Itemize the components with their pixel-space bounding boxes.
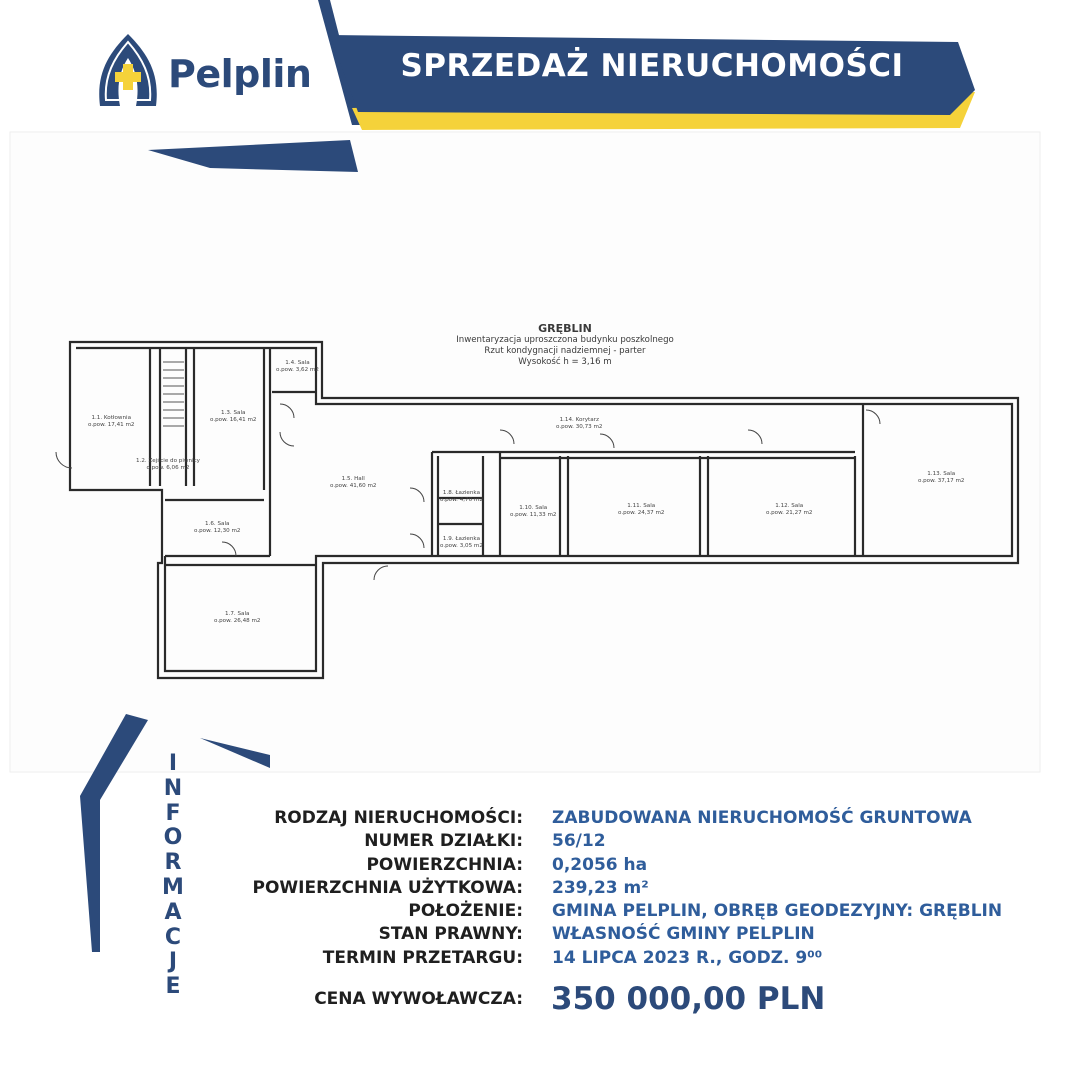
price-value: 350 000,00 PLN [551,981,826,1018]
floor-plan [40,300,1040,690]
heading-letter: N [163,775,183,801]
info-value: 56/12 [552,831,606,852]
info-value: WŁASNOŚĆ GMINY PELPLIN [552,924,815,945]
info-row [200,808,1060,831]
room-label: 1.12. Sala o.pow. 21,27 m2 [766,503,813,516]
wall-dividers-middle [432,404,863,556]
room-label: 1.4. Sala o.pow. 3,62 m2 [276,360,319,373]
door-arc [500,430,514,444]
church-cross-icon [99,34,157,106]
room-label: 1.14. Korytarz o.pow. 30,73 m2 [556,417,603,430]
door-arc [410,488,424,502]
info-row [200,878,1060,901]
info-value: 239,23 m² [552,877,649,898]
brand-name: Pelplin [168,52,312,96]
room-label: 1.13. Sala o.pow. 37,17 m2 [918,471,965,484]
info-label: POŁOŻENIE: [408,901,523,922]
plan-subtitle-2: Rzut kondygnacji nadziemnej - parter [484,346,646,356]
heading-letter: J [168,949,178,975]
heading-letter: F [165,800,181,826]
info-label: STAN PRAWNY: [378,924,523,945]
info-label: RODZAJ NIERUCHOMOŚCI: [274,808,523,828]
price-label: CENA WYWOŁAWCZA: [314,989,523,1010]
page-title: SPRZEDAŻ NIERUCHOMOŚCI [400,48,904,84]
info-vertical-heading [160,752,186,1000]
heading-letter: M [162,874,184,900]
info-label: NUMER DZIAŁKI: [364,831,523,852]
plan-subtitle-1: Inwentaryzacja uproszczona budynku poszkolnego [456,335,674,345]
room-label: 1.6. Sala o.pow. 12,30 m2 [194,521,241,534]
door-arc [280,404,294,418]
info-row [200,924,1060,947]
room-label: 1.8. Łazienka o.pow. 4,70 m2 [440,490,483,503]
stairs [163,362,184,426]
heading-letter: O [163,825,183,851]
info-value: GMINA PELPLIN, OBRĘB GEODEZYJNY: GRĘBLIN [552,901,1003,922]
heading-letter: R [164,850,182,876]
door-arc [222,542,236,556]
heading-letter: E [165,974,181,1000]
door-arc [280,432,294,446]
info-value: ZABUDOWANA NIERUCHOMOŚĆ GRUNTOWA [552,808,972,828]
door-arc [374,566,388,580]
price-row [200,981,1060,1021]
room-label: 1.2. Zejście do piwnicy o.pow. 6,06 m2 [136,458,200,471]
room-label: 1.5. Hall o.pow. 41,60 m2 [330,476,377,489]
room-label: 1.10. Sala o.pow. 11,33 m2 [510,505,557,518]
info-label: POWIERZCHNIA UŻYTKOWA: [252,877,523,898]
info-row [200,831,1060,854]
heading-letter: C [164,924,182,950]
room-label: 1.11. Sala o.pow. 24,37 m2 [618,503,665,516]
room-label: 1.3. Sala o.pow. 16,41 m2 [210,410,257,423]
door-arc [410,534,424,548]
room-label: 1.9. Łazienka o.pow. 3,05 m2 [440,536,483,549]
door-arc [866,410,880,424]
info-value: 0,2056 ha [552,854,648,875]
room-label: 1.1. Kotłownia o.pow. 17,41 m2 [88,415,135,428]
info-table [200,808,1060,1021]
info-row [200,901,1060,924]
room-label: 1.7. Sala o.pow. 26,48 m2 [214,611,261,624]
info-row [200,855,1060,878]
info-row [200,948,1060,971]
plan-subtitle-3: Wysokość h = 3,16 m [518,357,612,367]
info-label: TERMIN PRZETARGU: [322,947,523,968]
door-arc [600,434,614,448]
info-label: POWIERZCHNIA: [366,854,523,875]
plan-title: GRĘBLIN [538,322,592,335]
heading-letter: I [168,751,178,776]
info-value: 14 LIPCA 2023 R., GODZ. 9⁰⁰ [552,947,823,968]
door-arc [748,430,762,444]
heading-letter: A [164,899,182,925]
